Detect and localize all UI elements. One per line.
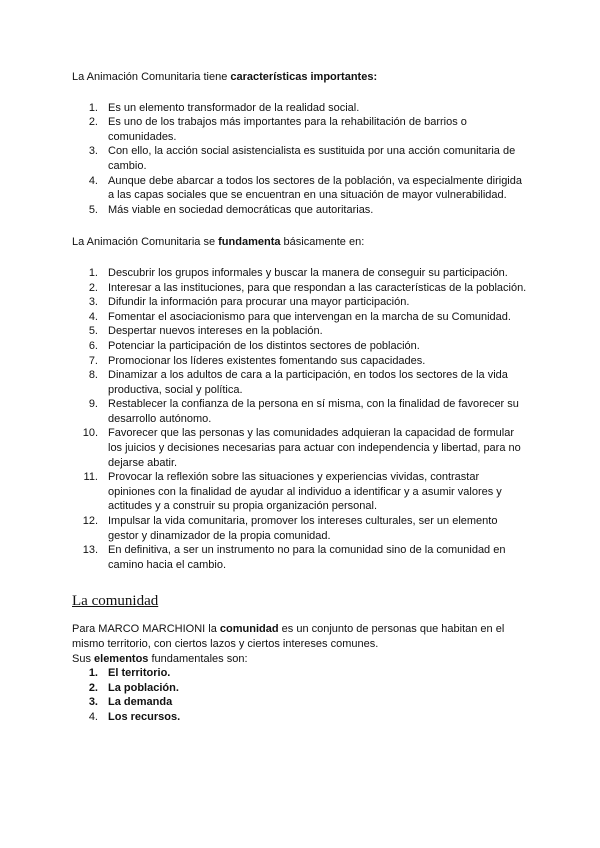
list-item-text: Los recursos. (108, 710, 181, 723)
list-item-number: 11. (83, 471, 98, 484)
list-item-number: 12. (82, 515, 98, 528)
list-item-text: Provocar la reflexión sobre las situaciones y experiencias vividas, contrastar opiniones con la finalidad de ayudar al individuo a identificar y a asumir valores y actitudes y a construir su propia organización personal. (108, 471, 502, 513)
list-item (72, 203, 528, 218)
list-item (72, 397, 528, 426)
list-item (72, 144, 528, 173)
list-item-number: 13. (82, 544, 98, 557)
community-definition-suffix: es un conjunto de personas que habitan en el mismo territorio, con ciertos lazos y ciertos intereses comunes. (72, 623, 505, 650)
list-item-number: 3. (88, 296, 98, 309)
list-item-number: 2. (88, 116, 98, 129)
list-item-number: 4. (88, 174, 98, 187)
list-item (72, 695, 528, 710)
list-item-text: Más viable en sociedad democráticas que autoritarias. (108, 203, 374, 216)
list-item-text: La población. (108, 681, 179, 694)
list-item-text: La demanda (108, 696, 173, 709)
intro-characteristics-text: La Animación Comunitaria tiene (72, 71, 231, 83)
elements-intro-prefix: Sus (72, 652, 95, 665)
elements-intro (72, 652, 528, 667)
list-item-text: Despertar nuevos intereses en la población. (108, 325, 323, 338)
list-item (72, 354, 528, 369)
list-item-number: 1. (88, 266, 98, 279)
intro-foundations-text: La Animación Comunitaria se (72, 236, 219, 249)
list-item (72, 368, 528, 397)
section-title: La comunidad (72, 593, 159, 610)
list-item-number: 4. (88, 710, 98, 723)
list-item-number: 5. (88, 203, 98, 216)
document-page (72, 70, 528, 725)
list-item-text: El territorio. (108, 667, 171, 680)
list-item-number: 9. (88, 398, 98, 411)
list-item-text: Aunque debe abarcar a todos los sectores de la población, va especialmente dirigida a las capas sociales que se encuentran en una situación de mayor vulnerabilidad. (108, 174, 522, 202)
list-item-text: Es uno de los trabajos más importantes para la rehabilitación de barrios o comunidades. (108, 116, 467, 143)
list-item (72, 324, 528, 339)
list-item-number: 7. (88, 354, 98, 367)
list-item (72, 295, 528, 310)
list-item (72, 681, 528, 696)
list-item-number: 1. (88, 101, 98, 114)
list-item-number: 4. (88, 310, 98, 323)
list-item-number: 3. (88, 696, 98, 709)
list-item (72, 310, 528, 325)
list-item (72, 710, 528, 725)
list-item-text: Descubrir los grupos informales y buscar la manera de conseguir su participación. (108, 266, 508, 279)
list-item (72, 426, 528, 470)
list-item-number: 5. (88, 325, 98, 338)
list-item (72, 115, 528, 144)
community-definition (72, 622, 528, 651)
list-item-text: Promocionar los líderes existentes fomentando sus capacidades. (108, 354, 426, 367)
list-item-text: Favorecer que las personas y las comunidades adquieran la capacidad de formular los juicios y decisiones necesarias para actuar con independencia y libertad, para no dejarse abatir. (108, 427, 521, 469)
list-item-text: Con ello, la acción social asistencialista es sustituida por una acción comunitaria de cambio. (108, 145, 516, 172)
list-item-text: Fomentar el asociacionismo para que intervengan en la marcha de su Comunidad. (108, 310, 511, 323)
intro-characteristics-bold: características importantes: (230, 71, 378, 83)
intro-foundations (72, 235, 528, 250)
list-item-text: Es un elemento transformador de la realidad social. (108, 101, 360, 114)
intro-foundations-suffix: básicamente en: (280, 236, 365, 249)
list-item (72, 666, 528, 681)
list-item-text: En definitiva, a ser un instrumento no para la comunidad sino de la comunidad en camino hacia el cambio. (108, 544, 506, 571)
list-item (72, 101, 528, 116)
community-definition-prefix: Para MARCO MARCHIONI la (72, 623, 220, 636)
list-item (72, 266, 528, 281)
list-item (72, 339, 528, 354)
list-item-text: Interesar a las instituciones, para que respondan a las características de la población. (108, 281, 527, 294)
list-item-number: 6. (88, 339, 98, 352)
list-item-number: 2. (88, 281, 98, 294)
list-item-text: Restablecer la confianza de la persona en sí misma, con la finalidad de favorecer su desarrollo autónomo. (108, 398, 519, 425)
list-item-number: 1. (88, 667, 98, 680)
characteristics-list (72, 101, 528, 218)
list-item-number: 2. (88, 681, 98, 694)
elements-intro-bold: elementos (94, 652, 149, 665)
intro-foundations-bold: fundamenta (218, 236, 281, 249)
list-item-text: Difundir la información para procurar una mayor participación. (108, 296, 410, 309)
foundations-list (72, 266, 528, 572)
list-item (72, 514, 528, 543)
list-item-number: 3. (88, 145, 98, 158)
elements-list (72, 666, 528, 724)
list-item-number: 8. (88, 369, 98, 382)
list-item (72, 174, 528, 203)
list-item-text: Potenciar la participación de los distintos sectores de población. (108, 339, 420, 352)
intro-characteristics (72, 70, 528, 85)
list-item (72, 281, 528, 296)
list-item (72, 470, 528, 514)
elements-intro-suffix: fundamentales son: (148, 652, 248, 665)
community-definition-bold: comunidad (219, 623, 279, 636)
list-item (72, 543, 528, 572)
list-item-text: Impulsar la vida comunitaria, promover los intereses culturales, ser un elemento gestor y dinamizador de la propia comunidad. (108, 515, 498, 542)
list-item-text: Dinamizar a los adultos de cara a la participación, en todos los sectores de la vida productiva, social y política. (108, 369, 508, 396)
list-item-number: 10. (82, 427, 98, 440)
